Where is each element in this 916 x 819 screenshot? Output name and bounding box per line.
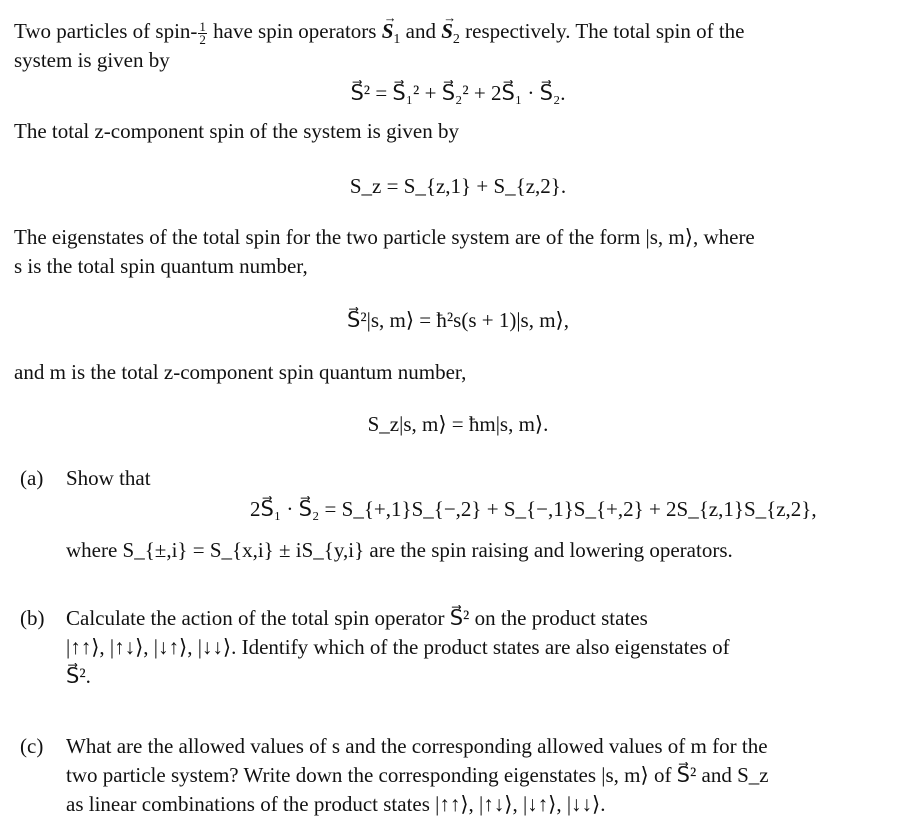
part-c-line-3: as linear combinations of the product states |↑↑⟩, |↑↓⟩, |↓↑⟩, |↓↓⟩. (66, 792, 606, 816)
paragraph-eigenstates-line-1: The eigenstates of the total spin for the two particle system are of the form |s, m⟩, where (14, 225, 755, 249)
part-c-label: (c) (20, 734, 44, 758)
paragraph-eigenstates-line-2: s is the total spin quantum number, (14, 254, 308, 278)
part-b-line-3: S⃗². (66, 664, 91, 688)
intro-line-1 (14, 17, 745, 46)
part-c-line-1: What are the allowed values of s and the corresponding allowed values of m for the (66, 734, 768, 758)
equation-sz-eigenvalue: S_z|s, m⟩ = ħm|s, m⟩. (367, 412, 549, 436)
intro-line-2: system is given by (14, 48, 170, 72)
intro-text-b: have spin operators (207, 19, 382, 43)
intro-and: and (400, 19, 442, 43)
half-numerator: 1 (199, 18, 206, 34)
intro-text-c: respectively. The total spin of the (459, 19, 745, 43)
paragraph-z-component: The total z-component spin of the system is given by (14, 119, 459, 143)
part-a-where: where S_{±,i} = S_{x,i} ± iS_{y,i} are the spin raising and lowering operators. (66, 538, 733, 562)
part-a-equation: 2S⃗₁ · S⃗₂ = S_{+,1}S_{−,2} + S_{−,1}S_{+,2} + 2S_{z,1}S_{z,2}, (250, 497, 817, 521)
equation-total-spin-squared: S⃗² = S⃗₁² + S⃗₂² + 2S⃗₁ · S⃗₂. (350, 81, 566, 105)
half-denominator: 2 (199, 31, 206, 47)
part-b-line-2: |↑↑⟩, |↑↓⟩, |↓↑⟩, |↓↓⟩. Identify which of the product states are also eigenstates of (66, 635, 730, 659)
s2-subscript: 2 (452, 32, 460, 48)
half-fraction (198, 18, 207, 47)
equation-total-sz: S_z = S_{z,1} + S_{z,2}. (349, 174, 567, 198)
part-a-text: Show that (66, 466, 151, 490)
intro-text-a: Two particles of spin- (14, 19, 198, 43)
s2-operator: → S (441, 17, 453, 45)
part-b-label: (b) (20, 606, 45, 630)
s1-operator: → S (382, 17, 394, 45)
paragraph-m-number: and m is the total z-component spin quantum number, (14, 360, 467, 384)
part-c-line-2: two particle system? Write down the corresponding eigenstates |s, m⟩ of S⃗² and S_z (66, 763, 769, 787)
part-a-label: (a) (20, 466, 44, 490)
equation-s-squared-eigenvalue: S⃗²|s, m⟩ = ħ²s(s + 1)|s, m⟩, (347, 308, 569, 332)
s1-subscript: 1 (393, 32, 401, 48)
part-b-line-1: Calculate the action of the total spin operator S⃗² on the product states (66, 606, 648, 630)
